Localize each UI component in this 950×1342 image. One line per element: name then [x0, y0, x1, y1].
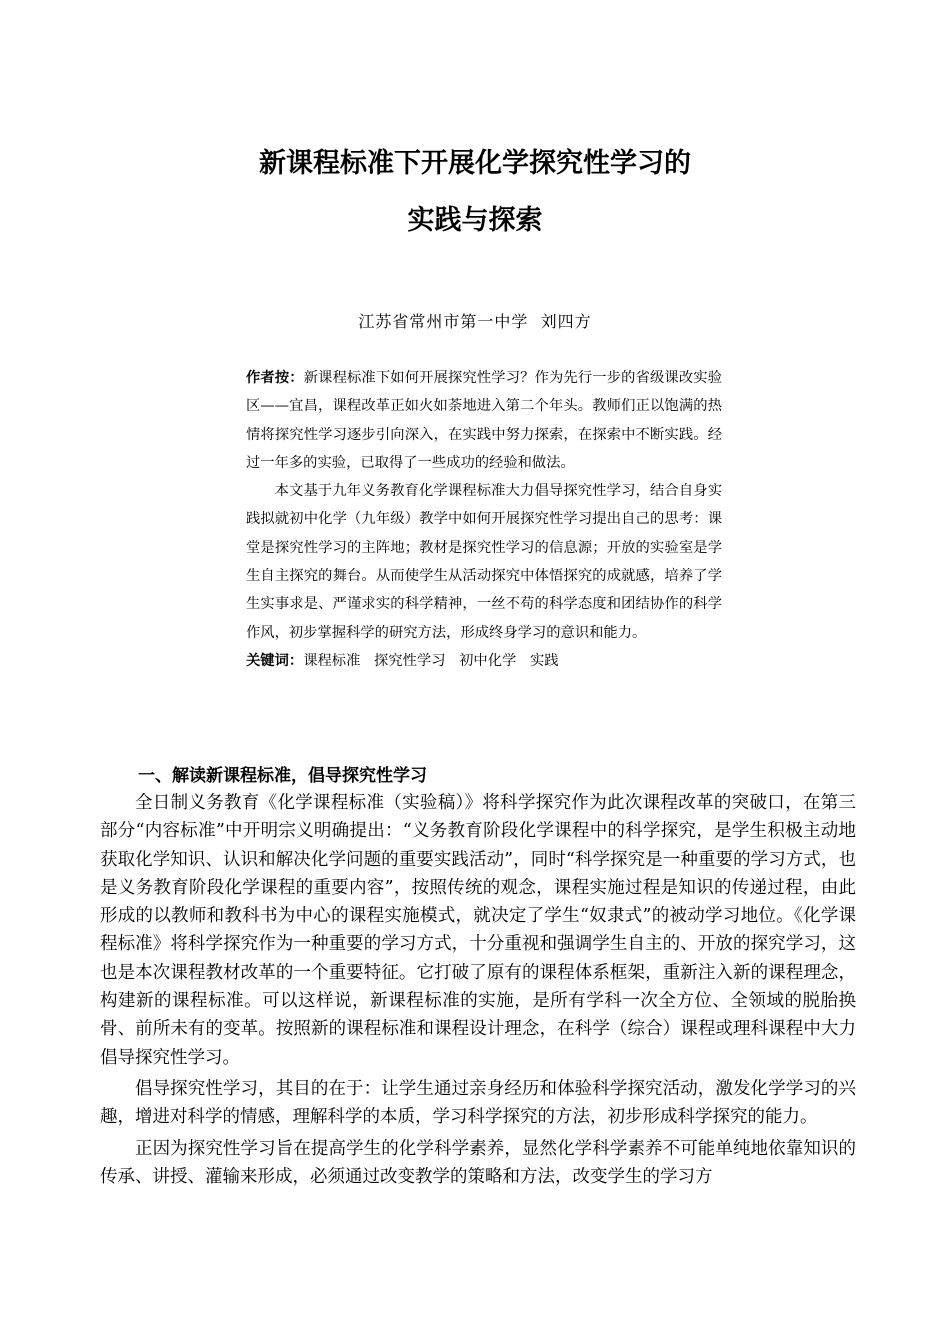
- keywords-line: [246, 647, 722, 675]
- author-affiliation: 江苏省常州市第一中学 刘四方: [358, 312, 592, 331]
- section-heading: 一、解读新课程标准，倡导探究性学习: [138, 766, 427, 786]
- abstract: [246, 364, 722, 675]
- keywords-label: 关键词：: [246, 652, 304, 669]
- title-line-2: 实践与探索: [407, 205, 543, 236]
- body-paragraph: 正因为探究性学习旨在提高学生的化学科学素养，显然化学科学素养不可能单纯地依靠知识的传承、讲授、灌输来形成，必须通过改变教学的策略和方法，改变学生的学习方: [100, 1138, 856, 1187]
- abstract-text-1: 新课程标准下如何开展探究性学习？作为先行一步的省级课改实验区——宜昌，课程改革正如火如荼地进入第二个年头。教师们正以饱满的热情将探究性学习逐步引向深入，在实践中努力探索，在探索中不断实践。经过一年多的实验，已取得了一些成功的经验和做法。: [246, 370, 723, 471]
- abstract-label: 作者按：: [246, 370, 304, 386]
- keywords-text: 课程标准 探究性学习 初中化学 实践: [303, 652, 559, 669]
- body-paragraph: 全日制义务教育《化学课程标准（实验稿）》将科学探究作为此次课程改革的突破口，在第三部分“内容标准”中开明宗义明确提出：“义务教育阶段化学课程中的科学探究，是学生积极主动地获取化学知识、认识和解决化学问题的重要实践活动”，同时“科学探究是一种重要的学习方式，也是义务教育阶段化学课程的重要内容”，按照传统的观念，课程实施过程是知识的传递过程，由此形成的以教师和教科书为中心的课程实施模式，就决定了学生“奴隶式”的被动学习地位。《化学课程标准》将科学探究作为一种重要的学习方式，十分重视和强调学生自主的、开放的探究学习，这也是本次课程教材改革的一个重要特征。它打破了原有的课程体系框架，重新注入新的课程理念，构建新的课程标准。可以这样说，新课程标准的实施，是所有学科一次全方位、全领域的脱胎换骨、前所未有的变革。按照新的课程标准和课程设计理念，在科学（综合）课程或理科课程中大力倡导探究性学习。: [100, 793, 856, 1068]
- body-paragraph: 倡导探究性学习，其目的在于：让学生通过亲身经历和体验科学探究活动，激发化学学习的兴趣，增进对科学的情感，理解科学的本质，学习科学探究的方法，初步形成科学探究的能力。: [100, 1078, 856, 1128]
- abstract-paragraph-1: [246, 364, 722, 477]
- section-body: [100, 789, 856, 1194]
- title-line-1: 新课程标准下开展化学探究性学习的: [259, 148, 691, 179]
- abstract-paragraph-2: 本文基于九年义务教育化学课程标准大力倡导探究性学习，结合自身实践拟就初中化学（九年级）教学中如何开展探究性学习提出自己的思考：课堂是探究性学习的主阵地；教材是探究性学习的信息源；开放的实验室是学生自主探究的舞台。从而使学生从活动探究中体悟探究的成就感，培养了学生实事求是、严谨求实的科学精神，一丝不苟的科学态度和团结协作的科学作风，初步掌握科学的研究方法，形成终身学习的意识和能力。: [246, 483, 722, 641]
